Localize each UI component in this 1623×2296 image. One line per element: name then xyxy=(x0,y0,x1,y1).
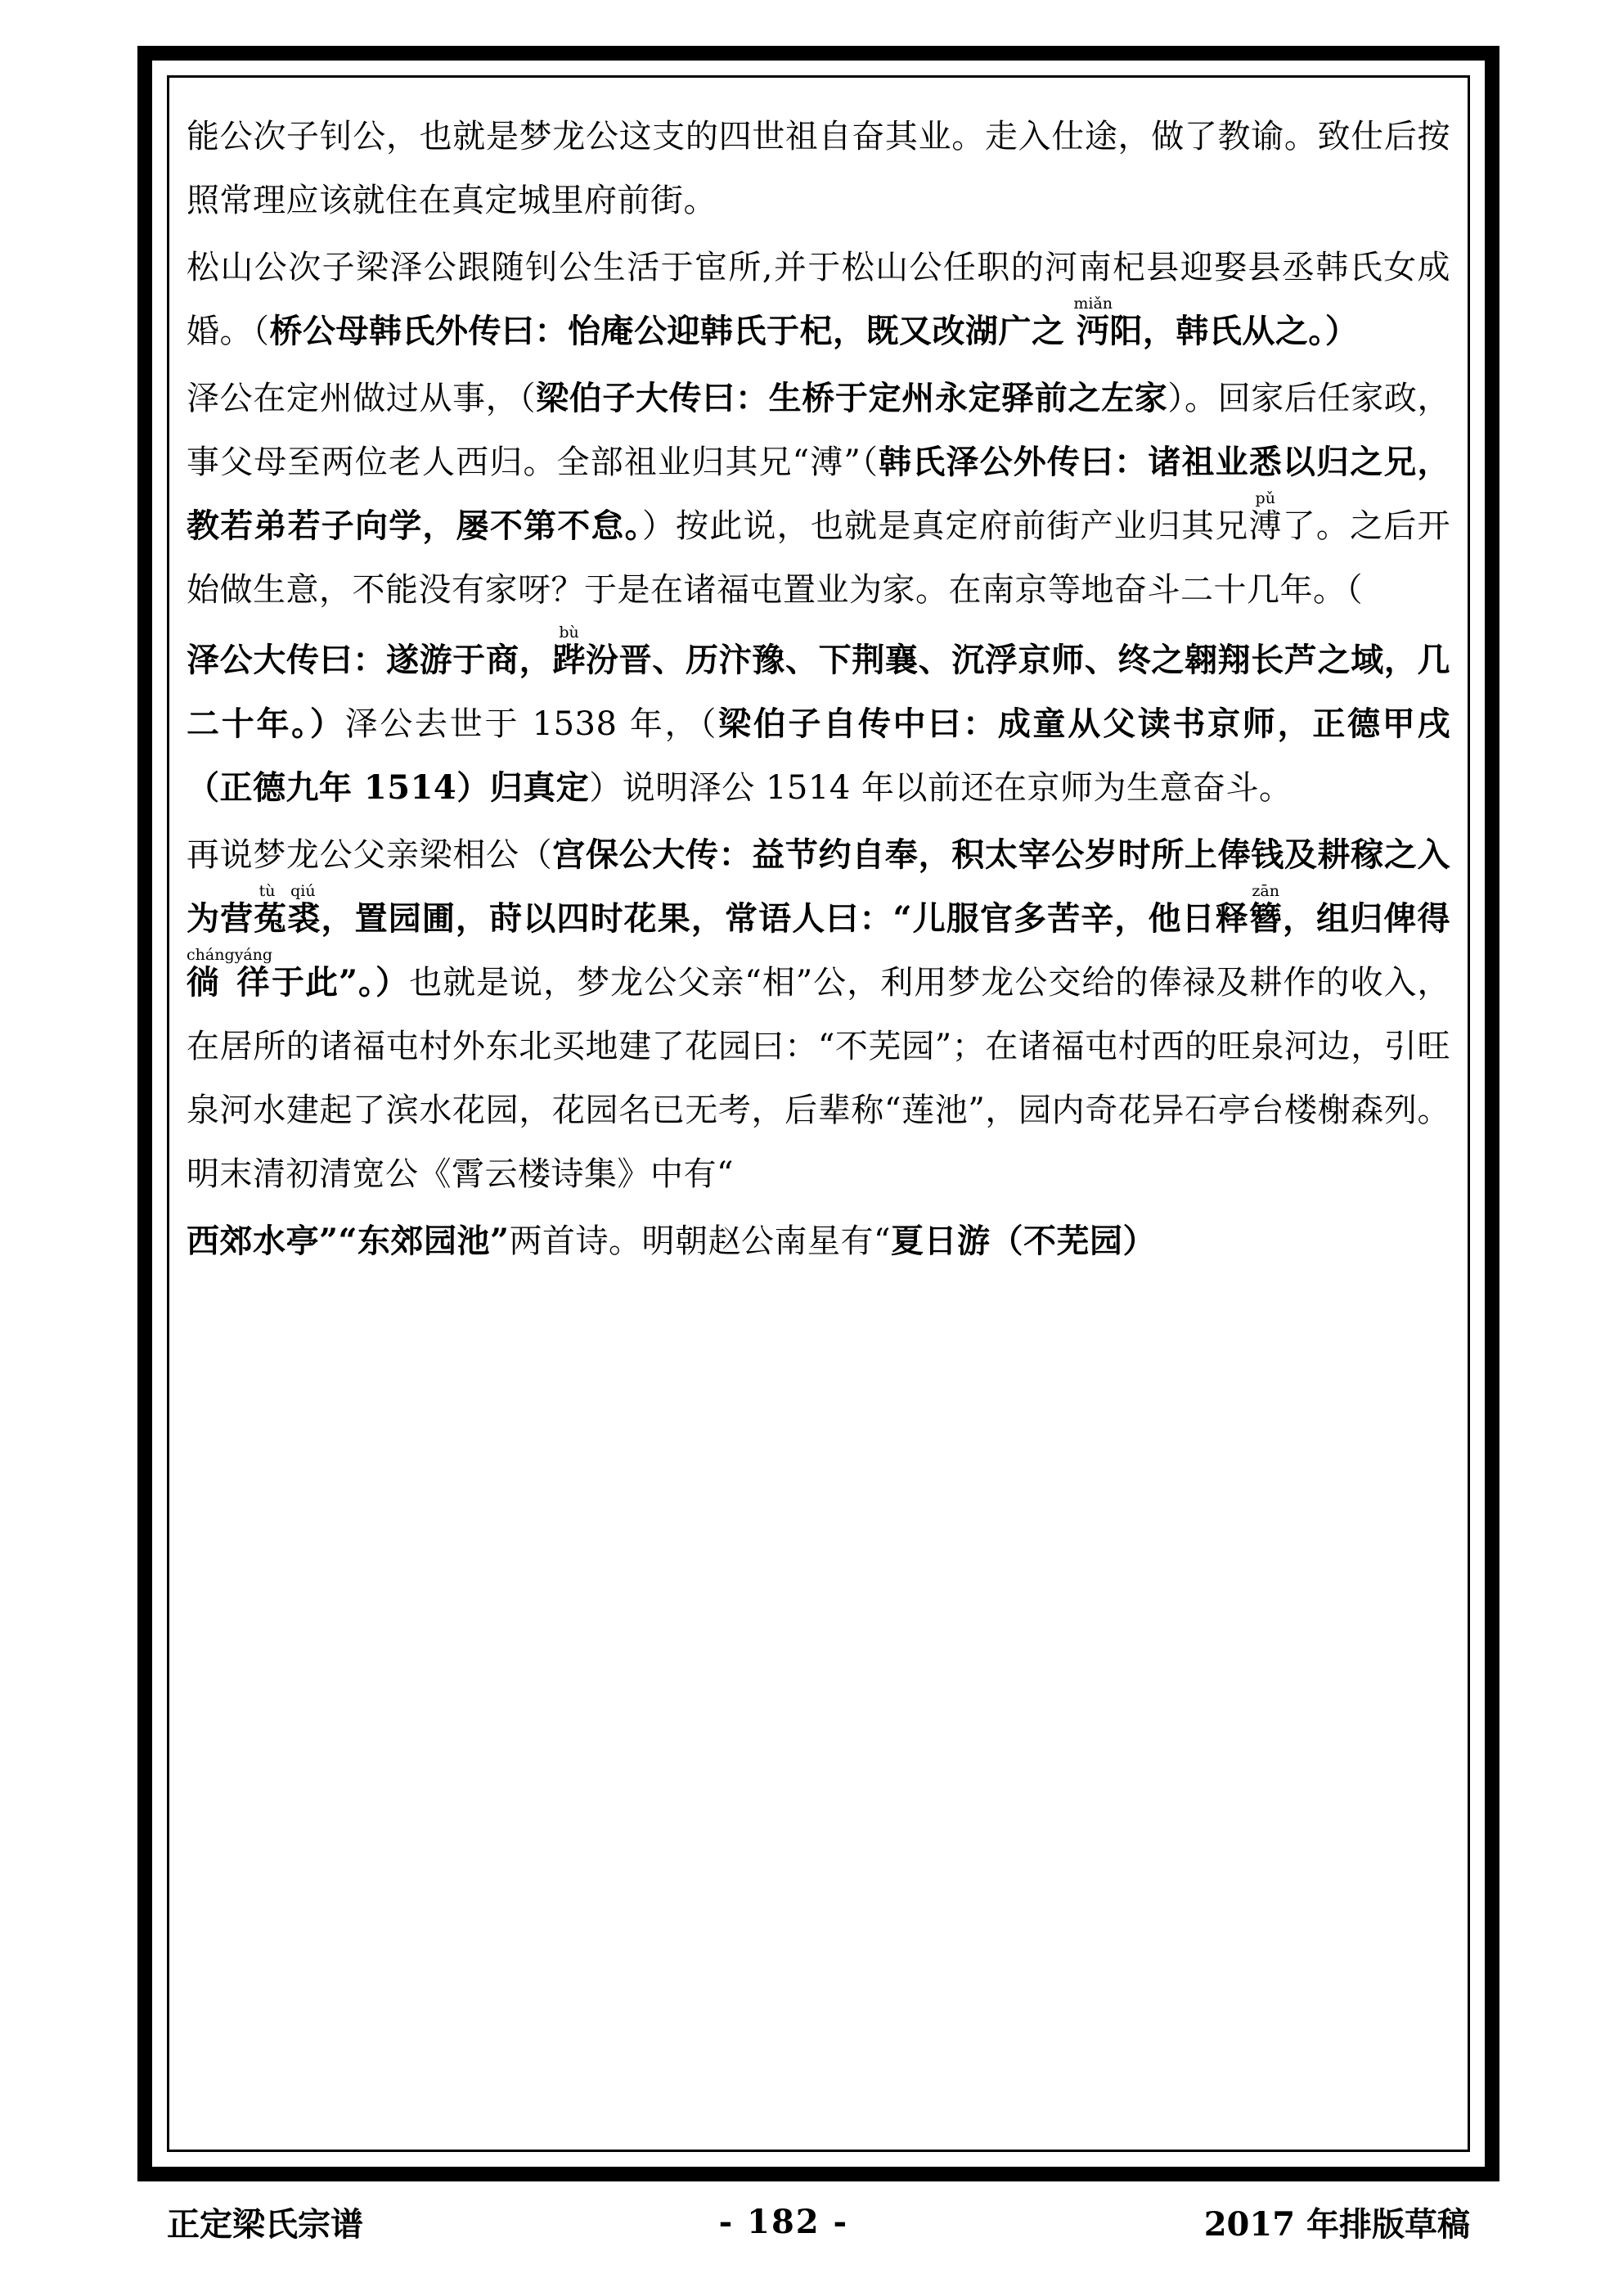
ruby-mian: 沔miǎn xyxy=(1073,295,1113,350)
paragraph-3-quote-2: 韩氏泽公外传曰：诸祖业悉以归之兄，教若弟若子向学，屡不第不怠。 xyxy=(187,443,1450,545)
paragraph-4-quote-2: 梁伯子自传中曰：成童从父读书京师，正德甲戌（正德九年 1514）归真定 xyxy=(187,705,1450,807)
paragraph-2 xyxy=(187,236,1450,363)
paragraph-5-plain-2: 也就是说，梦龙公父亲“相”公，利用梦龙公交给的俸禄及耕作的收入，在居所的诸福屯村外东北买地建了花园曰：“不芜园”；在诸福屯村西的旺泉河边，引旺泉河水建起了滨水花园，花园名已无考，后辈称“莲池”，园内奇花异石亭台楼榭森列。明末清初清宽公《霄云楼诗集》中有“ xyxy=(187,964,1450,1193)
paragraph-1: 能公次子钊公，也就是梦龙公这支的四世祖自奋其业。走入仕途，做了教谕。致仕后按照常理应该就住在真定城里府前街。 xyxy=(187,118,1450,219)
paragraph-3-plain-2: ）。回家后任家政，事父母至两位老人西归。全部祖业归其兄“溥”（ xyxy=(187,380,1450,481)
paragraph-4 xyxy=(187,625,1450,820)
footer-right-note: 2017 年排版草稿 xyxy=(1203,2204,1470,2244)
paragraph-5 xyxy=(187,823,1450,1206)
paragraph-5-plain-1: 再说梦龙公父亲梁相公（ xyxy=(187,836,553,874)
paragraph-4-plain-1: 泽公去世于 1538 年，（ xyxy=(344,705,719,743)
ruby-tuqiu: 菟裘tù qiú xyxy=(254,882,321,938)
paragraph-6 xyxy=(187,1209,1450,1273)
ruby-changyang: 徜 徉chángyáng xyxy=(187,946,273,1002)
paragraph-3 xyxy=(187,367,1450,622)
pinyin-pu: pǔ xyxy=(1248,489,1282,507)
ruby-zan: 簪zān xyxy=(1248,882,1284,938)
paragraph-6-quote-2: 夏日游（不芜园） xyxy=(890,1222,1156,1260)
ruby-bu: 跸bù xyxy=(552,624,586,679)
footer-left-title: 正定梁氏宗谱 xyxy=(167,2204,363,2244)
paragraph-3-quote-1: 梁伯子大传曰：生桥于定州永定驿前之左家 xyxy=(536,379,1168,417)
paragraph-2-quote: 桥公母韩氏外传曰：怡庵公迎韩氏于杞，既又改湖广之 沔miǎn阳，韩氏从之。） xyxy=(269,295,1359,350)
pinyin-bu: bù xyxy=(552,624,586,642)
pinyin-mian: miǎn xyxy=(1073,295,1113,313)
paragraph-3-plain-3: ）按此说，也就是真定府前街产业归其兄溥pǔ了。之后开始做生意，不能没有家呀？于是在诸福屯置业为家。在南京等地奋斗二十几年。（ xyxy=(187,489,1450,609)
paragraph-6-plain-1: 两首诗。明朝赵公南星有“ xyxy=(509,1222,891,1260)
paragraph-6-quote-1: 西郊水亭”“东郊园池” xyxy=(187,1222,510,1260)
pinyin-tuqiu: tù qiú xyxy=(254,882,321,900)
pinyin-zan: zān xyxy=(1248,882,1283,900)
paragraph-5-quote-1: 宫保公大传：益节约自奉，积太宰公岁时所上俸钱及耕稼之入为营菟裘tù qiú，置园圃，莳以四时花果，常语人曰：“儿服官多苦辛，他日释簪zān，组归俾得 徜 徉chángyáng于此”。） xyxy=(187,835,1450,1002)
ruby-pu: 溥pǔ xyxy=(1248,489,1283,545)
paragraph-3-plain-1: 泽公在定州做过从事，（ xyxy=(187,380,537,417)
paragraph-4-plain-2: ）说明泽公 1514 年以前还在京师为生意奋斗。 xyxy=(589,769,1293,807)
pinyin-changyang: chángyáng xyxy=(187,946,273,964)
page-footer xyxy=(137,2193,1499,2250)
paragraph-4-quote-1: 泽公大传曰：遂游于商，跸bù汾晋、历汴豫、下荆襄、沉浮京师、终之翱翔长芦之域，几二十年。） xyxy=(187,624,1450,743)
page-number: - 182 - xyxy=(718,2202,849,2241)
paragraph-2-plain: 松山公次子梁泽公跟随钊公生活于宦所,并于松山公任职的河南杞县迎娶县丞韩氏女成婚。（ xyxy=(187,249,1450,350)
page-body-text xyxy=(187,105,1450,2126)
